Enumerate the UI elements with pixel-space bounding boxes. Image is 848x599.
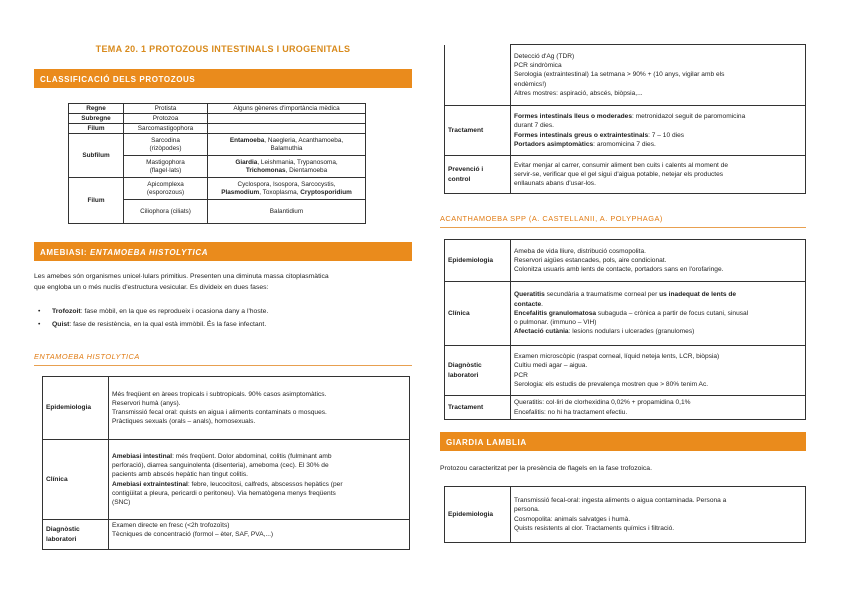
cell-label: Subfilum: [69, 134, 124, 178]
cell-genera: Giardia, Leishmania, Trypanosoma, Trichomonas, Dientamoeba: [208, 156, 366, 178]
row-content: Ameba de vida lliure, distribució cosmopolita. Reservori aigües estancades, pols, aire condicionat. Colonitza usuaris amb lents de contacte, portadors sans en l'orofaringe.: [511, 240, 806, 282]
row-content: Examen directe en fresc (<2h trofozoïts) Tècniques de concentració (formol – èter, SAF, PVA,...): [109, 520, 410, 550]
row-content: Queratitis: col·liri de clorhexidina 0,02% + propamidina 0,1% Encefalitis: no hi ha tractament efectiu.: [511, 396, 806, 420]
row-label: Clínica: [43, 440, 109, 520]
cell-empty: [208, 114, 366, 124]
row-label: Epidemiologia: [43, 377, 109, 440]
cell-genera-header: Alguns gèneres d'importància mèdica: [208, 104, 366, 114]
cell-genera: Cyclospora, Isospora, Sarcocystis, Plasmodium, Toxoplasma, Cryptosporidium: [208, 178, 366, 200]
row-content: Queratitis secundària a traumatisme corneal per us inadequat de lents de contacte. Encefalitis granulomatosa subaguda – crònica a partir de focus cutani, sinusal o pulmonar. (immuno – VIH) Afectació cutània: lesions nodulars i ulcerades (granulomes): [511, 282, 806, 346]
list-item: • Trofozoit: fase mòbil, en la que es reprodueix i ocasiona dany a l'hoste.: [38, 306, 408, 319]
cell-label: Filum: [69, 178, 124, 224]
row-content: Examen microscòpic (raspat corneal, líquid neteja lents, LCR, biòpsia) Cultiu medi agar – aigua. PCR Serologia: els estudis de prevalença mostren que > 80% tenim Ac.: [511, 346, 806, 396]
row-label: Diagnòstic laboratori: [43, 520, 109, 550]
classification-table: [68, 103, 366, 224]
entamoeba-table-continued: [444, 44, 806, 194]
acanthamoeba-table: [444, 239, 806, 420]
row-content: Transmissió fecal-oral: ingesta aliments o aigua contaminada. Persona a persona. Cosmopolita: animals salvatges i humà. Quists resistents al clor. Tractaments químics i filtració.: [511, 487, 806, 543]
row-content: Més freqüent en àrees tropicals i subtropicals. 90% casos asimptomàtics. Reservori humà (anys). Transmissió fecal oral: quists en aigua i aliments contaminats o mosques. Pràctiques sexuals (orals – anals), homosexuals.: [109, 377, 410, 440]
section-heading-acanthamoeba: ACANTHAMOEBA SPP (A. CASTELLANII, A. POLYPHAGA): [440, 214, 806, 228]
cell-taxon: Mastigophora (flagel·lats): [124, 156, 208, 178]
subsection-heading-entamoeba: ENTAMOEBA HISTOLYTICA: [34, 352, 412, 366]
cell-label: Filum: [69, 124, 124, 134]
row-label: Epidemiologia: [445, 487, 511, 543]
section-heading-giardia: GIARDIA LAMBLIA: [440, 432, 806, 451]
list-item: • Quist: fase de resistència, en la qual està immòbil. És la fase infectant.: [38, 319, 408, 332]
cell-label: Subregne: [69, 114, 124, 124]
page-title: TEMA 20. 1 PROTOZOUS INTESTINALS I UROGENITALS: [95, 44, 351, 54]
cell-label: Regne: [69, 104, 124, 114]
cell-taxon: Sarcomastigophora: [124, 124, 208, 134]
cell-genera: Balantidium: [208, 200, 366, 224]
giardia-table: [444, 486, 806, 543]
phase-list: [38, 306, 408, 332]
row-label: Epidemiologia: [445, 240, 511, 282]
row-label: Tractament: [445, 396, 511, 420]
section-heading-classification: CLASSIFICACIÓ DELS PROTOZOUS: [34, 69, 412, 88]
row-content: Formes intestinals lleus o moderades: metronidazol seguit de paromomicina durant 7 dies. Formes intestinals greus o extraintestinals: 7 – 10 dies Portadors asimptomàtics: aromomicina 7 dies.: [511, 106, 806, 156]
cell-taxon: Protozoa: [124, 114, 208, 124]
cell-taxon: Sarcodina (rizòpodes): [124, 134, 208, 156]
cell-genera: Entamoeba, Naegleria, Acanthamoeba, Balamuthia: [208, 134, 366, 156]
cell-taxon: Protista: [124, 104, 208, 114]
giardia-intro: Protozou caracteritzat per la presència de flagels en la fase trofozoica.: [440, 465, 652, 472]
row-label: Prevenció i control: [445, 156, 511, 194]
row-label: [445, 45, 511, 106]
row-label: Tractament: [445, 106, 511, 156]
row-label: Clínica: [445, 282, 511, 346]
amebiasi-intro: Les amebes són organismes unicel·lulars primitius. Presenten una diminuta massa citoplasmàtica que engloba un o més nuclis d'estructura vesicular. Es divideix en dues fases:: [34, 273, 329, 291]
row-content: Evitar menjar al carrer, consumir aliment ben cuits i calents al moment de servir-se, verificar que el gel sigui d'aigua potable, netejar els productes enllaunats abans d'usar-los.: [511, 156, 806, 194]
row-label: Diagnòstic laboratori: [445, 346, 511, 396]
row-content: Detecció d'Ag (TDR) PCR sindròmica Serologia (extraintestinal) 1a setmana > 90% + (10 anys, vigilar amb els endèmics!) Altres mostres: aspiració, abscés, biòpsia,...: [511, 45, 806, 106]
row-content: Amebiasi intestinal: més freqüent. Dolor abdominal, colitis (fulminant amb perforació), diarrea sanguinolenta (disenteria), ameboma (cec). El 30% de pacients amb abscés hepàtic han tingut colitis. Amebiasi extraintestinal: febre, leucocitosi, calfreds, abscessos hepàtics (per contigüitat a pleura, pericardi o peritoneu). Via hematògena menys freqüents (SNC): [109, 440, 410, 520]
cell-taxon: Apicomplexa (esporozous): [124, 178, 208, 200]
section-heading-amebiasi: AMEBIASI: ENTAMOEBA HISTOLYTICA: [34, 242, 412, 261]
cell-empty: [208, 124, 366, 134]
entamoeba-table: [42, 376, 410, 550]
cell-taxon: Ciliophora (ciliats): [124, 200, 208, 224]
